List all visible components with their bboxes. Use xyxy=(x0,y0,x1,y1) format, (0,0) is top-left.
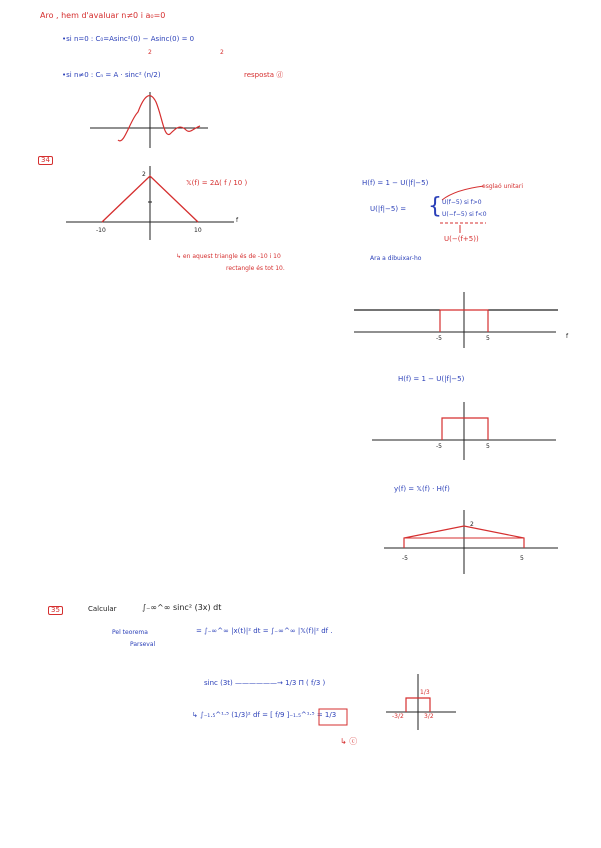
frac-denominator-2: 2 xyxy=(220,49,224,56)
small-peak: 1/3 xyxy=(420,689,430,696)
small-tick-pos: 3/2 xyxy=(424,713,434,720)
plot1-axis-f: f xyxy=(566,333,569,340)
result-box xyxy=(318,708,350,728)
parseval-equation: = ∫₋∞^∞ |x(t)|² dt = ∫₋∞^∞ |𝕏(f)|² df . xyxy=(196,627,333,635)
plot3-tick-pos: 5 xyxy=(520,555,524,562)
triangle-note-2: rectangle és tot 10. xyxy=(226,265,285,272)
frac-denominator-1: 2 xyxy=(148,49,152,56)
u-case-1: U(f−5) si f>0 xyxy=(442,199,482,206)
case-n-zero: •si n=0 : C₀=Asinc²(0) − Asinc(0) = 0 xyxy=(62,35,195,43)
h-definition-2: H(f) = 1 − U(|f|−5) xyxy=(398,375,465,383)
plot2-tick-neg: -5 xyxy=(436,443,442,450)
answer-d: resposta ⓓ xyxy=(244,71,284,79)
plot1-tick-neg: -5 xyxy=(436,335,442,342)
pel-teorema: Pel teorema xyxy=(112,629,148,636)
esglao-note: esglaó unitari xyxy=(482,183,523,190)
u-alternative: U(−(f+5)) xyxy=(444,235,479,243)
parseval-label: Parseval xyxy=(130,641,156,648)
tri-peak-label: 2 xyxy=(142,171,146,178)
tri-tick-neg: -10 xyxy=(96,227,106,234)
y-definition: y(f) = 𝕏(f) · H(f) xyxy=(394,485,450,493)
calcular-label: Calcular xyxy=(88,605,117,613)
intro-line: Aro , hem d'avaluar n≠0 i a₀=0 xyxy=(40,11,166,20)
tri-tick-pos: 10 xyxy=(194,227,202,234)
answer-c: ↳ ⓒ xyxy=(340,737,358,746)
u-definition: U(|f|−5) = xyxy=(370,205,407,213)
triangle-formula: 𝕏(f) = 2Δ( f / 10 ) xyxy=(186,179,248,187)
plot-y xyxy=(382,508,562,578)
case-n-nonzero: •si n≠0 : Cₙ = A · sinc² (n/2) xyxy=(62,71,161,79)
sinc-curve xyxy=(118,96,200,141)
triangle-plot xyxy=(62,164,242,244)
sinc-transform: sinc (3t) ——————→ 1/3 Π ( f/3 ) xyxy=(204,679,326,687)
h-definition: H(f) = 1 − U(|f|−5) xyxy=(362,179,429,187)
result-box-rect xyxy=(319,709,347,725)
plot2-rect xyxy=(442,418,488,440)
plot-one-minus-u xyxy=(352,290,564,350)
integral-result: ↳ ∫₋₁.₅^¹·⁵ (1/3)² df = [ f/9 ]₋₁.₅^¹·⁵ = 1/3 xyxy=(192,711,337,719)
plot3-peak-label: 2 xyxy=(470,521,474,528)
sinc-sketch xyxy=(90,90,210,150)
triangle-note-1: ↳ en aquest triangle és de -10 i 10 xyxy=(176,253,281,260)
small-tick-neg: -3/2 xyxy=(392,713,404,720)
plot3-tick-neg: -5 xyxy=(402,555,408,562)
ara-dibuixar: Ara a dibuixar-ho xyxy=(370,255,422,262)
plot-h xyxy=(370,400,560,462)
small-rect-plot xyxy=(384,672,460,732)
plot2-tick-pos: 5 xyxy=(486,443,490,450)
question-34-label: 34 xyxy=(38,156,53,165)
u-brace: { xyxy=(428,194,442,219)
u-case-2: U(−f−5) si f<0 xyxy=(442,211,487,218)
plot1-tick-pos: 5 xyxy=(486,335,490,342)
tri-axis-f: f xyxy=(236,217,239,224)
question-35-label: 35 xyxy=(48,606,63,615)
integral-sinc: ∫₋∞^∞ sinc² (3x) dt xyxy=(142,603,222,612)
esglao-arrow-path xyxy=(442,186,484,200)
